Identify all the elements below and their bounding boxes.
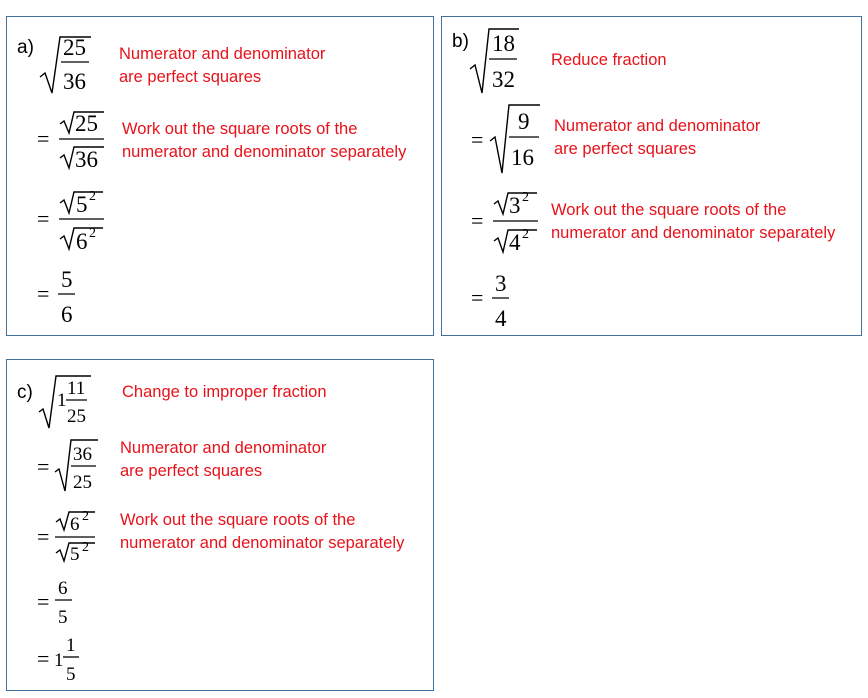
step1-whole-number: 1 — [57, 390, 67, 411]
worked-solution-math — [7, 17, 435, 337]
step3-numerator-exponent: 2 — [522, 190, 529, 205]
step2-denominator: 16 — [511, 145, 534, 170]
equals-sign: = — [37, 589, 50, 614]
step4-denominator: 6 — [61, 302, 73, 327]
step3-denominator-exponent: 2 — [82, 540, 89, 555]
annotation-square-roots: Work out the square roots of the numerator and denominator separately — [120, 511, 405, 552]
step5-numerator: 1 — [66, 635, 76, 656]
annotation-reduce-fraction: Reduce fraction — [551, 51, 667, 69]
step1-numerator: 11 — [67, 378, 86, 399]
example-label: a) — [17, 37, 34, 58]
example-c-panel — [6, 359, 434, 691]
example-a-panel — [6, 16, 434, 336]
equals-sign: = — [471, 208, 484, 233]
annotation-perfect-squares: Numerator and denominator are perfect squares — [554, 117, 761, 158]
step5-denominator: 5 — [66, 664, 76, 685]
step3-denominator-base: 5 — [70, 544, 80, 565]
annotation-square-roots: Work out the square roots of the numerator and denominator separately — [122, 120, 407, 161]
equals-sign: = — [37, 281, 50, 306]
step4-numerator: 6 — [58, 578, 68, 599]
equals-sign: = — [37, 126, 50, 151]
step1-denominator: 36 — [63, 69, 86, 94]
equals-sign: = — [471, 285, 484, 310]
step1-numerator: 25 — [63, 35, 86, 60]
step2-denominator: 25 — [73, 472, 92, 493]
step3-numerator-exponent: 2 — [89, 189, 96, 204]
step3-numerator-base: 6 — [70, 514, 80, 535]
equals-sign: = — [37, 524, 50, 549]
step3-denominator-base: 4 — [509, 230, 521, 255]
annotation-perfect-squares: Numerator and denominator are perfect squares — [120, 439, 327, 480]
step2-numerator: 36 — [73, 444, 92, 465]
equals-sign: = — [37, 206, 50, 231]
step3-numerator-base: 5 — [76, 192, 88, 217]
example-label: b) — [452, 31, 469, 52]
annotation-improper-fraction: Change to improper fraction — [122, 383, 327, 401]
equals-sign: = — [37, 454, 50, 479]
annotation-perfect-squares: Numerator and denominator are perfect squares — [119, 45, 326, 86]
step4-denominator: 5 — [58, 607, 68, 628]
worked-solution-math — [442, 17, 863, 337]
step4-numerator: 5 — [61, 267, 73, 292]
step3-denominator-exponent: 2 — [522, 227, 529, 242]
step2-denominator: 36 — [75, 147, 98, 172]
step5-whole-number: 1 — [54, 650, 64, 671]
step3-numerator-exponent: 2 — [82, 509, 89, 524]
step1-denominator: 32 — [492, 67, 515, 92]
annotation-square-roots: Work out the square roots of the numerator and denominator separately — [551, 201, 836, 242]
equals-sign: = — [471, 127, 484, 152]
step3-numerator-base: 3 — [509, 193, 521, 218]
step2-numerator: 25 — [75, 111, 98, 136]
example-b-panel — [441, 16, 862, 336]
step1-denominator: 25 — [67, 406, 86, 427]
step3-denominator-base: 6 — [76, 229, 88, 254]
worked-solution-math — [7, 360, 435, 692]
step4-denominator: 4 — [495, 306, 507, 331]
example-label: c) — [17, 382, 33, 403]
step4-numerator: 3 — [495, 271, 507, 296]
equals-sign: = — [37, 646, 50, 671]
step1-numerator: 18 — [492, 31, 515, 56]
step3-denominator-exponent: 2 — [89, 226, 96, 241]
step2-numerator: 9 — [518, 109, 530, 134]
